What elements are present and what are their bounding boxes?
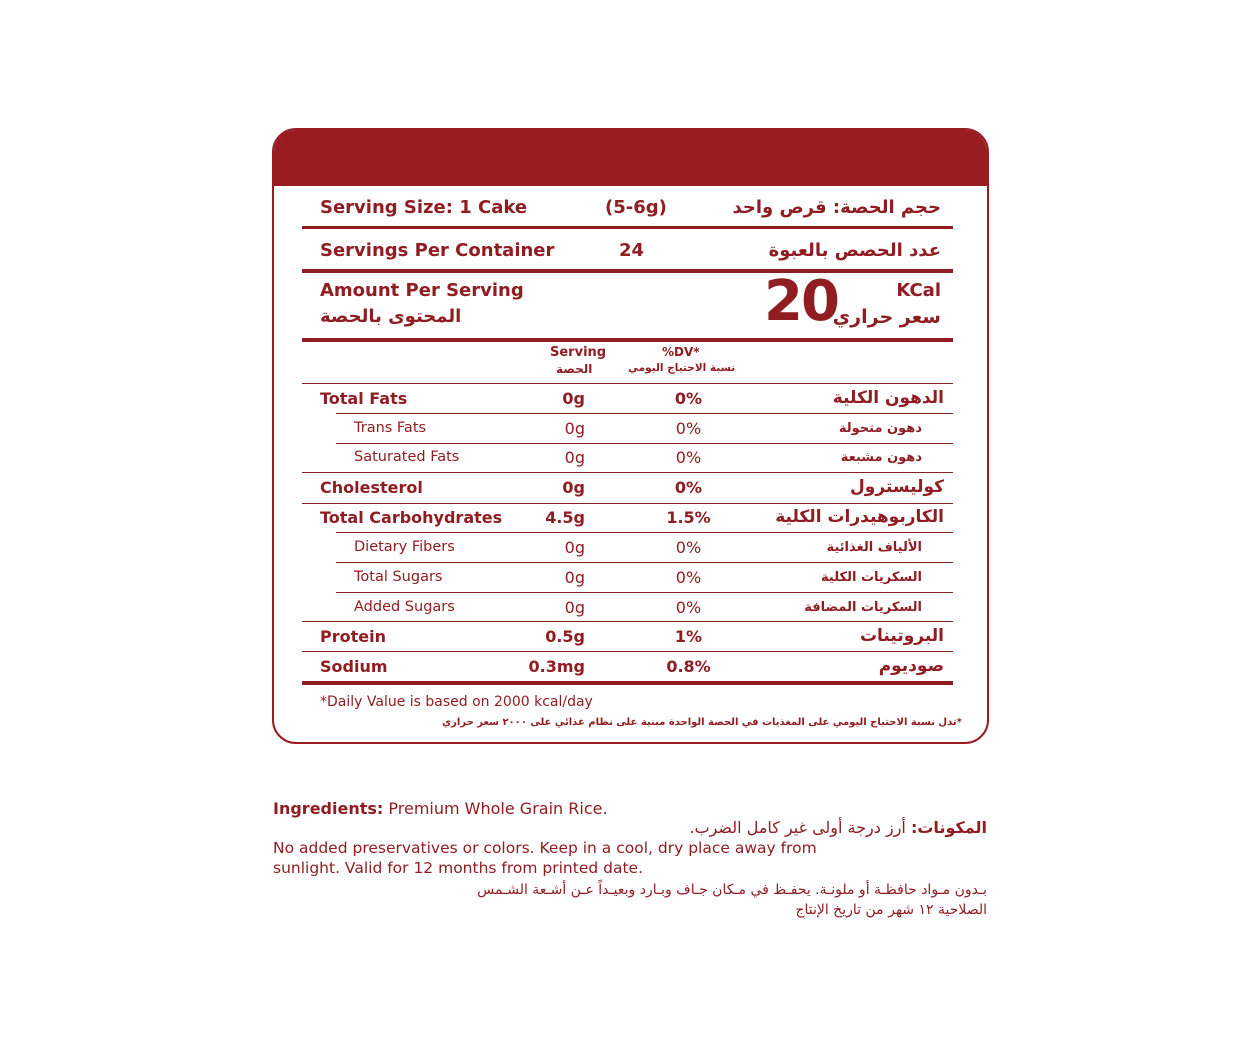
nutrient-name-ar: السكريات الكلية (821, 570, 922, 585)
nutrient-name: Total Fats (320, 389, 408, 408)
daily-value-footnote: *Daily Value is based on 2000 kcal/day (320, 694, 593, 710)
nutrient-row-trans-fats (302, 414, 953, 443)
nutrient-serving: 0g (564, 538, 585, 557)
divider (302, 226, 953, 229)
nutrient-dv: 0% (675, 448, 702, 467)
calories-unit-ar: سعر حراري (832, 306, 941, 328)
nutrient-row-protein (302, 622, 953, 651)
ingredients-label-ar: المكونات: (910, 818, 987, 837)
storage-text-ar-line-2: الصلاحية ١٢ شهر من تاريخ الإنتاج (795, 902, 987, 918)
divider (302, 338, 953, 342)
dv-column-header: %DV* (662, 345, 700, 359)
nutrient-serving: 0g (564, 448, 585, 467)
nutrient-row-sodium (302, 652, 953, 681)
nutrient-dv: 1% (674, 627, 703, 646)
nutrient-dv: 0% (674, 389, 703, 408)
ingredients-line-ar (689, 818, 987, 837)
nutrient-name-ar: دهون متحولة (838, 421, 922, 436)
ingredients-text-ar: أرز درجة أولى غير كامل الضرب. (689, 818, 906, 837)
nutrient-row-dietary-fibers (302, 533, 953, 562)
nutrient-row-cholesterol (302, 473, 953, 502)
divider (302, 681, 953, 685)
nutrient-name: Sodium (320, 657, 388, 676)
nutrient-serving: 0.3mg (528, 657, 585, 676)
nutrient-name: Trans Fats (354, 420, 427, 436)
divider (302, 269, 953, 273)
nutrient-name-ar: دهون مشبعة (840, 450, 922, 465)
nutrient-dv: 0% (675, 419, 702, 438)
nutrient-row-saturated-fats (302, 443, 953, 472)
nutrient-dv: 1.5% (666, 508, 711, 527)
nutrient-name: Protein (320, 627, 386, 646)
nutrient-dv: 0% (675, 598, 702, 617)
nutrient-serving: 0g (564, 419, 585, 438)
ingredients-label: Ingredients: (273, 799, 384, 818)
serving-size-label: Serving Size: 1 Cake (320, 197, 528, 218)
daily-value-footnote-ar: *تدل نسبة الاحتياج اليومي على المغذيات في الحصة الواحدة مبنية على نظام غذائي على ٢٠٠٠ سعر حراري (442, 717, 962, 728)
nutrient-row-added-sugars (302, 593, 953, 622)
nutrient-name: Total Carbohydrates (320, 508, 503, 527)
servings-per-container-label: Servings Per Container (320, 240, 555, 261)
dv-column-header-ar: نسبة الاحتياج اليومي (628, 362, 736, 374)
serving-size-label-ar: حجم الحصة: قرص واحد (732, 197, 941, 218)
panel-header-bar (274, 130, 987, 186)
serving-column-header: Serving (550, 345, 607, 360)
nutrition-facts-panel (272, 128, 989, 744)
nutrient-serving: 0g (562, 478, 585, 497)
servings-per-container-label-ar: عدد الحصص بالعبوة (768, 240, 941, 261)
nutrient-dv: 0% (674, 478, 703, 497)
amount-per-serving-label: Amount Per Serving (320, 280, 524, 301)
ingredients-line (273, 799, 608, 818)
serving-column-header-ar: الحصة (556, 362, 593, 376)
nutrient-name: Cholesterol (320, 478, 423, 497)
nutrient-row-total-sugars (302, 563, 953, 592)
nutrient-name-ar: كوليسترول (850, 477, 944, 497)
nutrient-serving: 4.5g (545, 508, 585, 527)
nutrient-name-ar: السكريات المضافة (804, 600, 922, 615)
storage-text-line-2: sunlight. Valid for 12 months from printed date. (273, 859, 644, 877)
nutrient-dv: 0.8% (666, 657, 711, 676)
nutrient-row-total-carbohydrates (302, 503, 953, 532)
nutrient-name: Total Sugars (354, 569, 443, 585)
nutrient-serving: 0g (564, 598, 585, 617)
nutrient-name-ar: الكاربوهيدرات الكلية (775, 507, 944, 527)
calories-unit: KCal (896, 280, 941, 301)
nutrient-name-ar: صوديوم (878, 656, 944, 676)
serving-weight: (5-6g) (605, 197, 667, 218)
nutrient-name-ar: البروتينات (859, 626, 944, 646)
nutrient-name: Dietary Fibers (354, 539, 455, 555)
storage-text-ar-line-1: بـدون مـواد حافظـة أو ملونـة. يحفـظ في مـكان جـاف وبـارد وبعيـداً عـن أشـعة الشـمس (477, 882, 987, 898)
nutrient-dv: 0% (675, 568, 702, 587)
nutrient-row-total-fats (302, 384, 953, 413)
nutrient-name: Added Sugars (354, 599, 455, 615)
nutrient-dv: 0% (675, 538, 702, 557)
nutrient-name-ar: الألياف الغذائية (826, 540, 922, 555)
storage-text-line-1: No added preservatives or colors. Keep in a cool, dry place away from (273, 839, 817, 857)
nutrient-name: Saturated Fats (354, 449, 460, 465)
ingredients-text: Premium Whole Grain Rice. (388, 799, 608, 818)
amount-per-serving-label-ar: المحتوى بالحصة (320, 306, 462, 327)
nutrient-name-ar: الدهون الكلية (832, 388, 944, 408)
servings-per-container-value: 24 (619, 240, 645, 261)
nutrient-serving: 0g (564, 568, 585, 587)
nutrient-serving: 0.5g (545, 627, 585, 646)
nutrient-serving: 0g (562, 389, 585, 408)
calories-value: 20 (764, 269, 838, 334)
